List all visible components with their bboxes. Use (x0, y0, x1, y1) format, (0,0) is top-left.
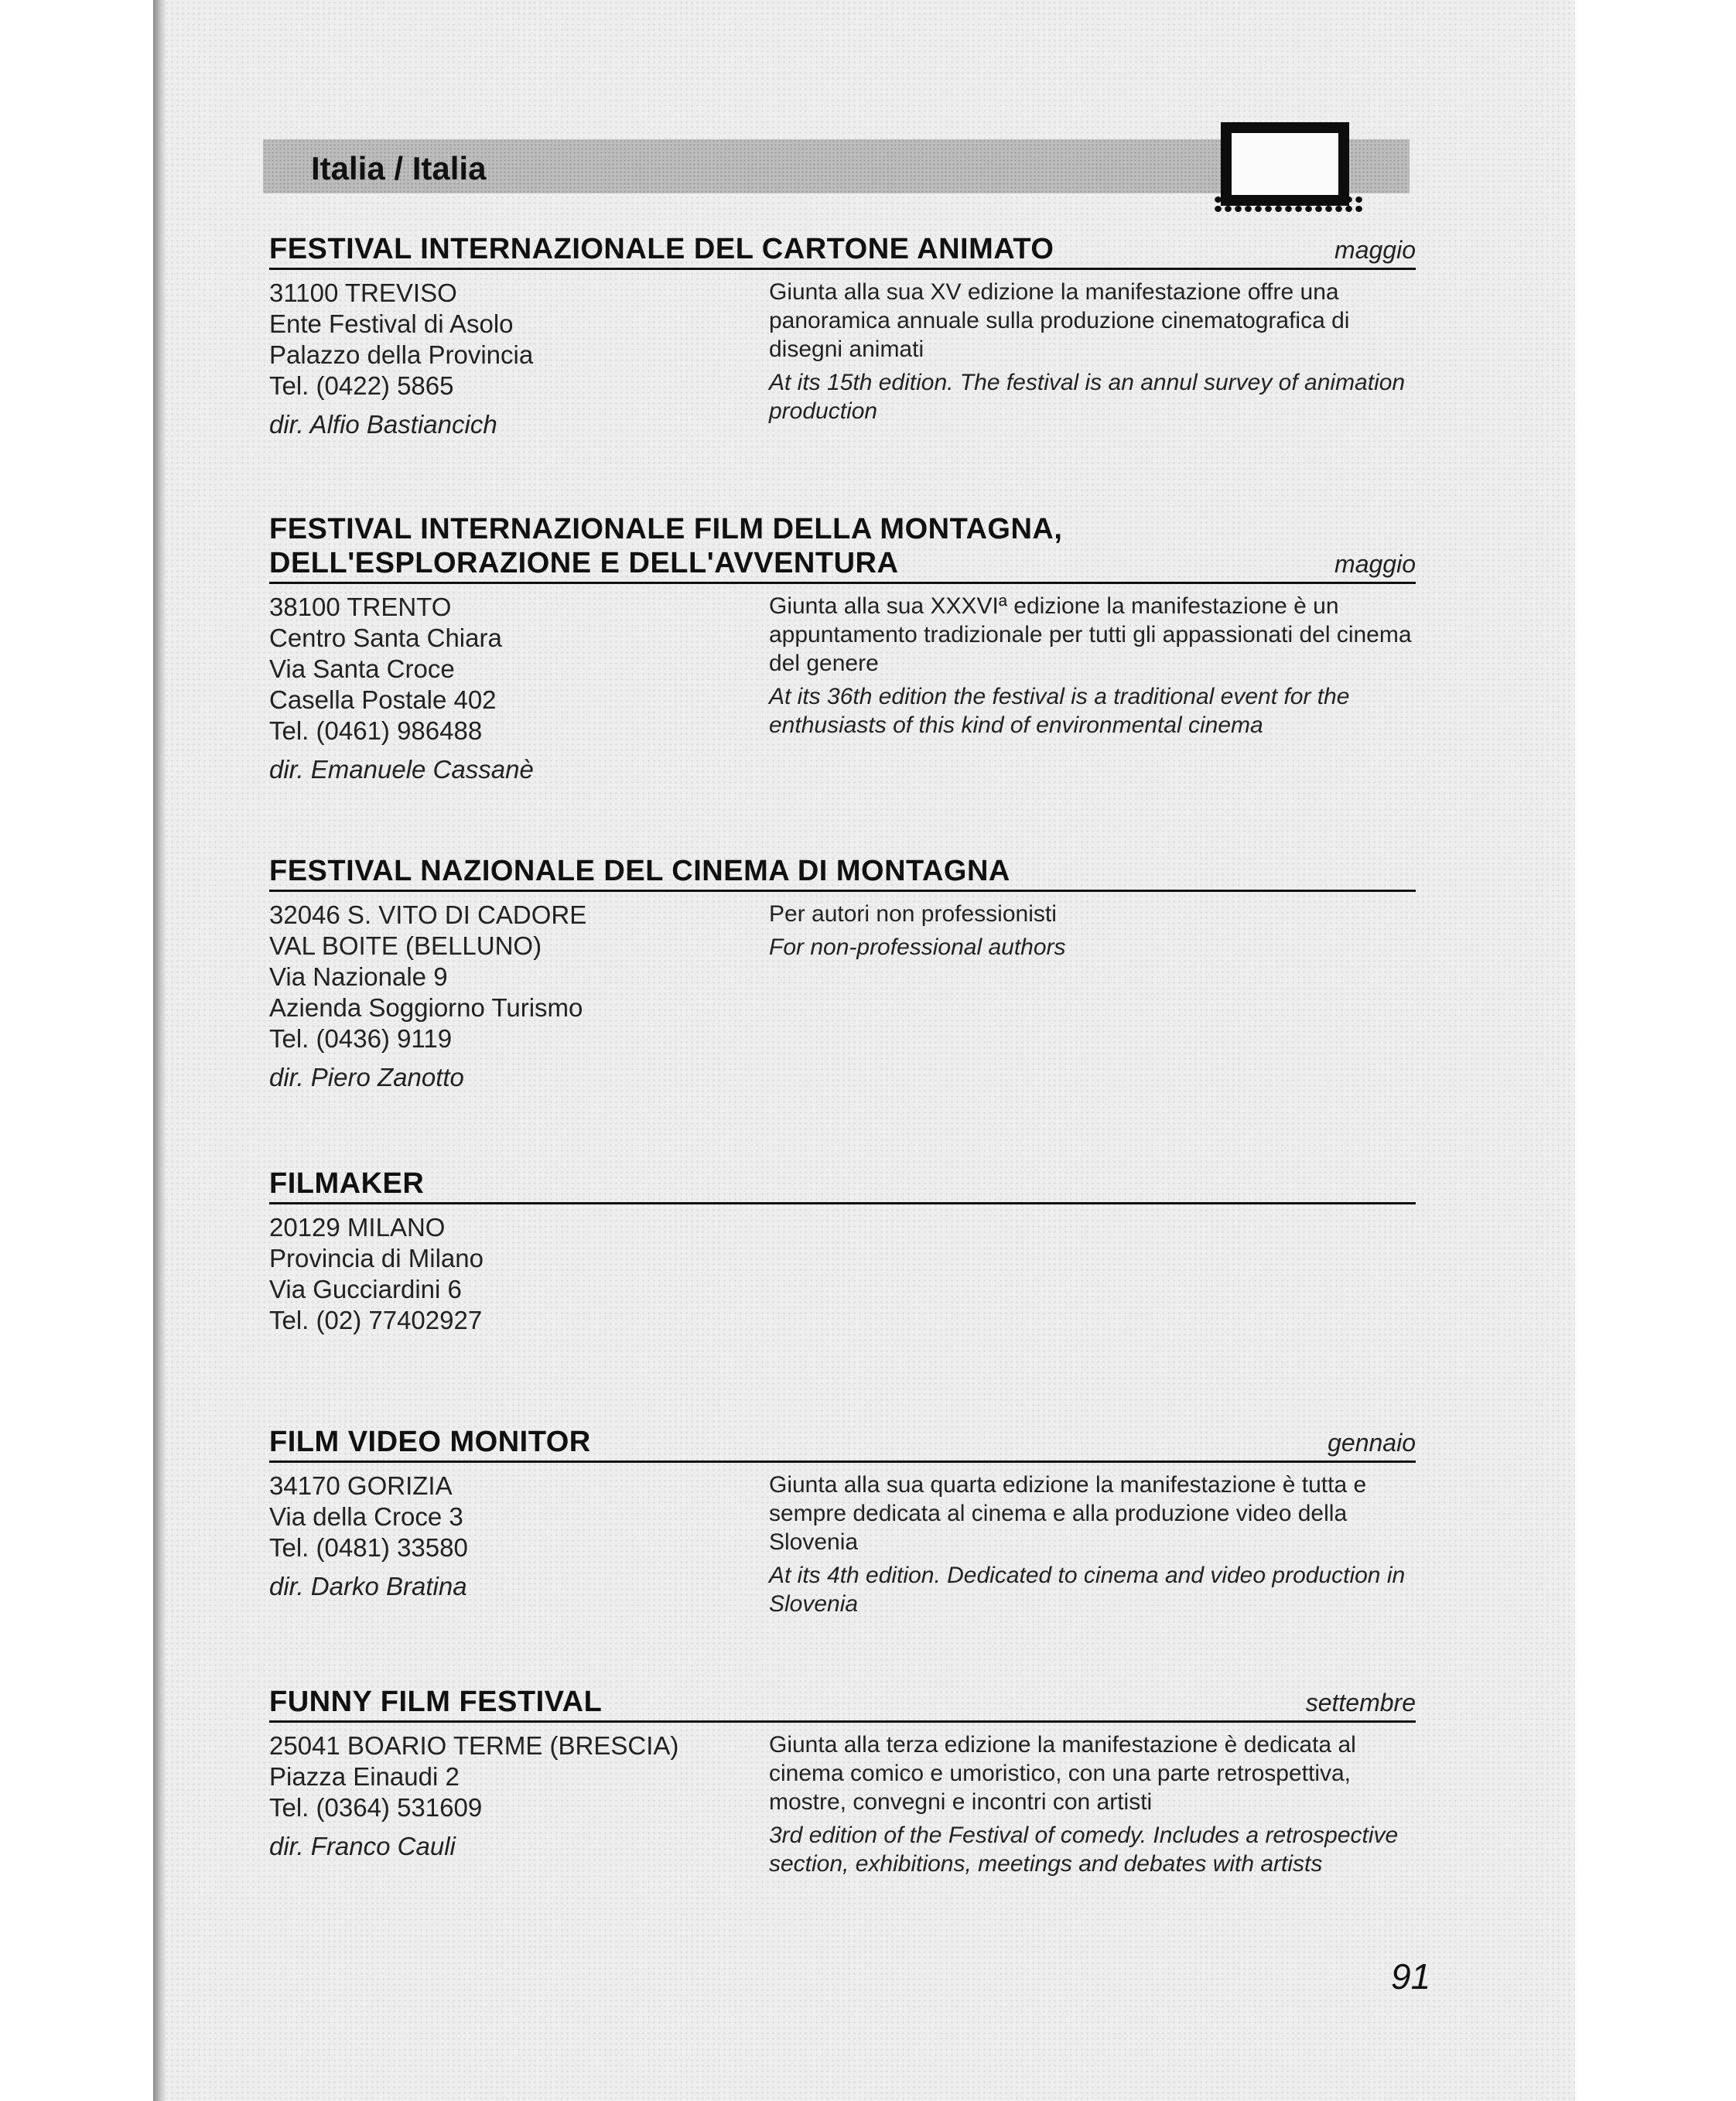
entry-address (269, 1471, 749, 1602)
entry-description (769, 592, 1416, 740)
entry-header (269, 232, 1416, 270)
address-line: Tel. (02) 77402927 (269, 1306, 483, 1334)
address-line: Tel. (0436) 9119 (269, 1024, 453, 1053)
address-line: Ente Festival di Asolo (269, 309, 514, 338)
entry-header (269, 1425, 1416, 1463)
entry-title: FILMAKER (269, 1167, 425, 1200)
address-line: Tel. (0422) 5865 (269, 371, 454, 400)
description-italian: Giunta alla sua quarta edizione la manifestazione è tutta e sempre dedicata al cinema e alla produzione video della Slovenia (769, 1472, 1367, 1555)
festival-entry (269, 512, 1416, 784)
entry-title: FILM VIDEO MONITOR (269, 1426, 591, 1458)
entry-header (269, 1167, 1416, 1204)
address-line: Tel. (0481) 33580 (269, 1533, 468, 1562)
address-line: 38100 TRENTO (269, 593, 452, 621)
region-title: Italia / Italia (311, 150, 487, 186)
entry-address (269, 592, 749, 785)
entry-description (769, 1471, 1416, 1618)
address-line: Palazzo della Provincia (269, 340, 534, 369)
address-line: Via Gucciardini 6 (269, 1275, 462, 1303)
festival-entry (269, 1425, 1416, 1617)
festival-entry (269, 854, 1416, 1091)
festival-entry (269, 232, 1416, 439)
address-line: Via Santa Croce (269, 654, 455, 683)
page-number: 91 (1391, 1956, 1431, 1997)
entry-month: maggio (1334, 236, 1416, 264)
address-line: Piazza Einaudi 2 (269, 1762, 460, 1791)
address-line: 31100 TREVISO (269, 278, 457, 307)
entry-title: FUNNY FILM FESTIVAL (269, 1686, 603, 1718)
address-line: Azienda Soggiorno Turismo (269, 993, 583, 1022)
address-line: Tel. (0461) 986488 (269, 716, 483, 745)
entry-month: gennaio (1328, 1429, 1416, 1457)
entry-month: maggio (1334, 550, 1416, 578)
address-line: 34170 GORIZIA (269, 1471, 453, 1500)
address-line: Casella Postale 402 (269, 685, 497, 714)
entry-director: dir. Darko Bratina (269, 1572, 467, 1601)
address-line: 32046 S. VITO DI CADORE (269, 900, 587, 929)
entry-address (269, 278, 749, 440)
entry-description (769, 900, 1416, 962)
description-english: At its 36th edition the festival is a traditional event for the enthusiasts of this kind of environmental cinema (769, 684, 1350, 738)
entry-title: FESTIVAL INTERNAZIONALE DEL CARTONE ANIMATO (269, 233, 1054, 265)
description-italian: Giunta alla sua XV edizione la manifestazione offre una panoramica annuale sulla produzione cinematografica di disegni animati (769, 279, 1350, 362)
address-line: Via della Croce 3 (269, 1502, 463, 1531)
entry-header (269, 512, 1416, 584)
book-spine (153, 0, 166, 2101)
screen-frame (1221, 122, 1349, 206)
entry-director: dir. Piero Zanotto (269, 1063, 464, 1091)
entry-address (269, 900, 749, 1093)
description-italian: Per autori non professionisti (769, 901, 1057, 927)
cinema-screen-icon (1213, 119, 1363, 220)
address-line: Provincia di Milano (269, 1244, 484, 1273)
entry-director: dir. Emanuele Cassanè (269, 755, 534, 784)
festival-entry (269, 1167, 1416, 1334)
address-line: Centro Santa Chiara (269, 623, 502, 652)
description-italian: Giunta alla sua XXXVIª edizione la manifestazione è un appuntamento tradizionale per tutti gli appassionati del cinema del genere (769, 593, 1412, 676)
entry-director: dir. Franco Cauli (269, 1832, 456, 1860)
entry-title: FESTIVAL INTERNAZIONALE FILM DELLA MONTAGNA, DELL'ESPLORAZIONE E DELL'AVVENTURA (269, 513, 1063, 579)
entry-description (769, 1730, 1416, 1878)
entry-description (769, 278, 1416, 425)
festival-entry (269, 1685, 1416, 1877)
entry-header (269, 1685, 1416, 1723)
entry-director: dir. Alfio Bastiancich (269, 410, 497, 439)
description-italian: Giunta alla terza edizione la manifestazione è dedicata al cinema comico e umoristico, con una parte retrospettiva, mostre, convegni e incontri con artisti (769, 1732, 1356, 1815)
address-line: Tel. (0364) 531609 (269, 1793, 483, 1822)
description-english: At its 15th edition. The festival is an annul survey of animation production (769, 370, 1406, 424)
description-english: At its 4th edition. Dedicated to cinema and video production in Slovenia (769, 1563, 1406, 1617)
entry-title: FESTIVAL NAZIONALE DEL CINEMA DI MONTAGNA (269, 855, 1010, 887)
entry-header (269, 854, 1416, 892)
address-line: 25041 BOARIO TERME (BRESCIA) (269, 1731, 679, 1760)
audience-dots (1213, 195, 1363, 214)
entry-address (269, 1212, 749, 1336)
address-line: 20129 MILANO (269, 1213, 446, 1242)
address-line: Via Nazionale 9 (269, 962, 448, 991)
description-english: For non-professional authors (769, 934, 1066, 960)
description-english: 3rd edition of the Festival of comedy. Includes a retrospective section, exhibitions, meetings and debates with artists (769, 1823, 1399, 1877)
entry-month: settembre (1305, 1689, 1416, 1717)
entry-address (269, 1730, 749, 1862)
address-line: VAL BOITE (BELLUNO) (269, 931, 542, 960)
